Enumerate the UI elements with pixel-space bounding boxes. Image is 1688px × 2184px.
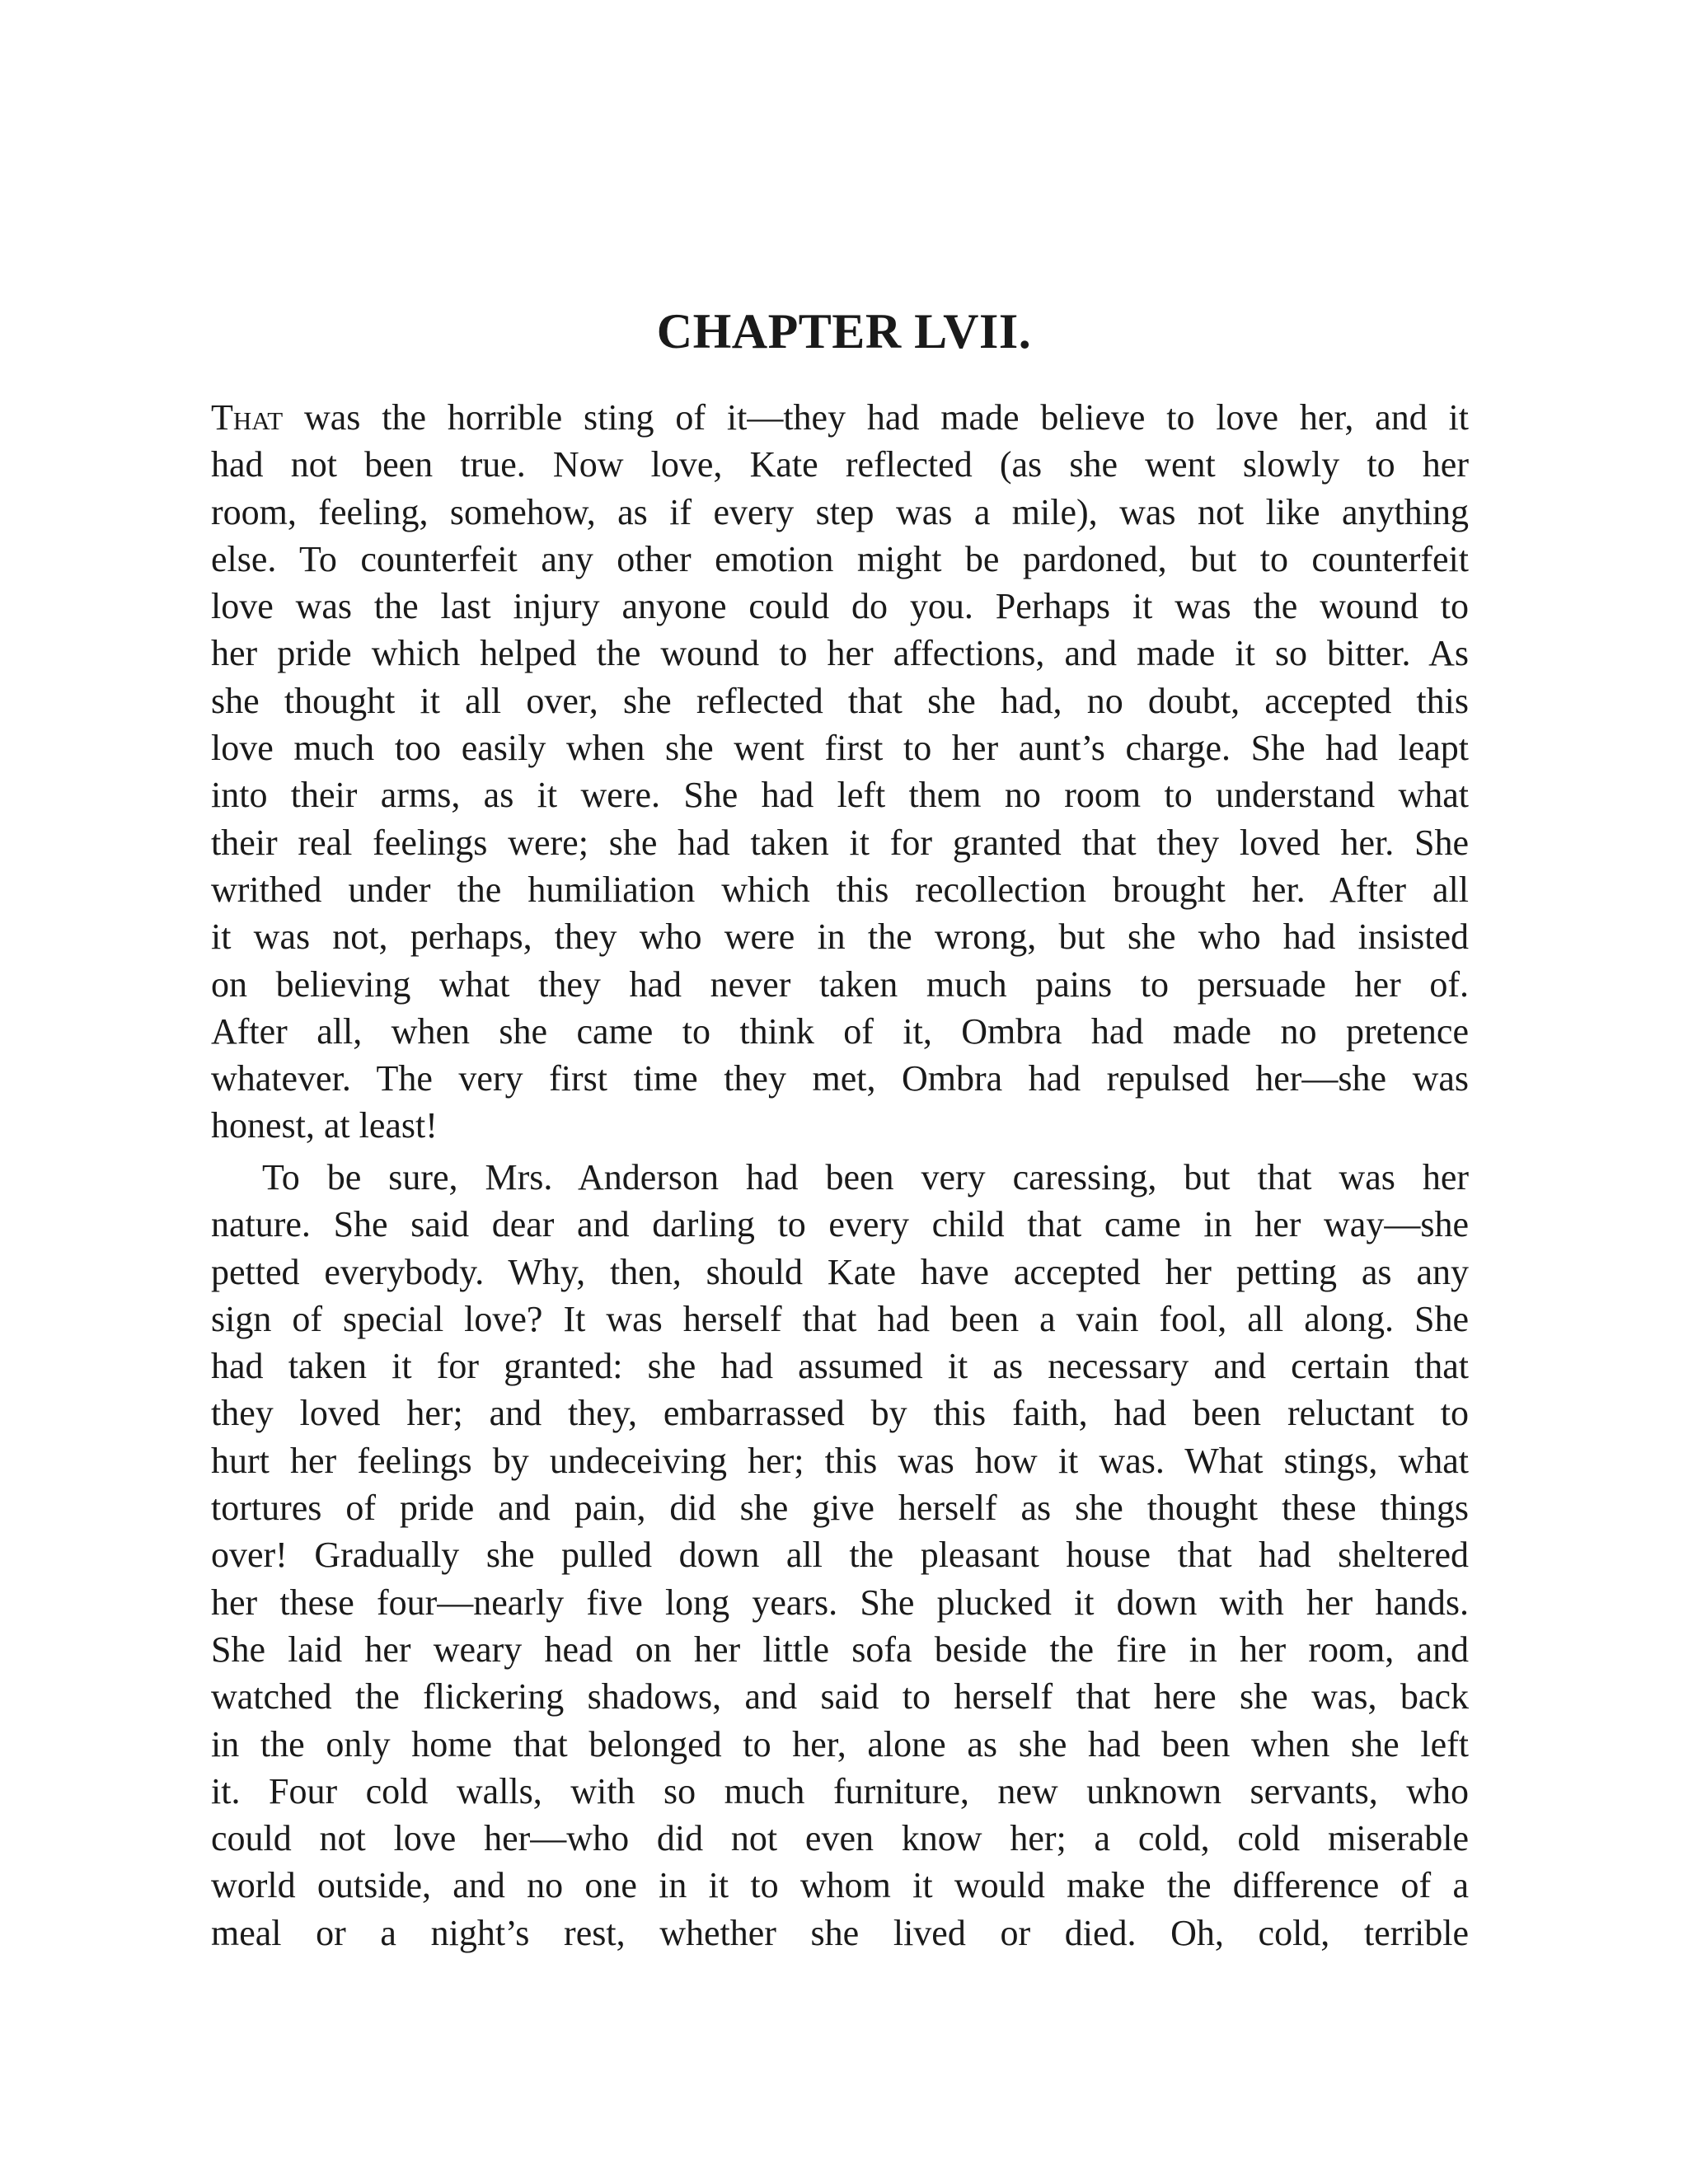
chapter-title: CHAPTER LVII. [656,304,1032,359]
paragraph-line: world outside, and no one in it to whom it would make the difference of a [211,1865,1469,1906]
paragraph-line: room, feeling, somehow, as if every step was a mile), was not like anything [211,491,1469,532]
paragraph-line: she thought it all over, she reflected that she had, no doubt, accepted this [211,680,1469,721]
paragraph-line: over! Gradually she pulled down all the pleasant house that had sheltered [211,1535,1469,1576]
paragraph-line: writhed under the humiliation which this recollection brought her. After all [211,869,1469,910]
paragraph-line: had taken it for granted: she had assumed it as necessary and certain that [211,1346,1469,1387]
paragraph-line: in the only home that belonged to her, alone as she had been when she left [211,1723,1469,1765]
paragraph-line: meal or a night’s rest, whether she lived or died. Oh, cold, terrible [211,1912,1469,1953]
paragraph-line: else. To counterfeit any other emotion might be pardoned, but to counterfeit [211,538,1469,579]
paragraph-line: sign of special love? It was herself that had been a vain fool, all along. She [211,1298,1469,1339]
paragraph-line: To be sure, Mrs. Anderson had been very caressing, but that was her [262,1157,1469,1197]
paragraph-line: She laid her weary head on her little sofa beside the fire in her room, and [211,1629,1469,1670]
paragraph-line: had not been true. Now love, Kate reflected (as she went slowly to her [211,444,1469,485]
paragraph-line: That was the horrible sting of it—they had made believe to love her, and it [211,397,1469,438]
paragraph-1 [211,394,1469,1150]
paragraph-line: into their arms, as it were. She had left them no room to understand what [211,775,1469,816]
paragraph-line: love much too easily when she went first to her aunt’s charge. She had leapt [211,728,1469,769]
paragraph-line: whatever. The very first time they met, Ombra had repulsed her—she was [211,1058,1469,1099]
paragraph-line: it was not, perhaps, they who were in the wrong, but she who had insisted [211,916,1469,958]
paragraph-line: nature. She said dear and darling to every child that came in her way—she [211,1204,1469,1245]
paragraph-line: honest, at least! [211,1105,438,1146]
paragraph-line: on believing what they had never taken much pains to persuade her of. [211,963,1469,1005]
paragraph-line: her pride which helped the wound to her affections, and made it so bitter. As [211,633,1469,674]
paragraph-line: they loved her; and they, embarrassed by this faith, had been reluctant to [211,1393,1469,1434]
paragraph-line: her these four—nearly five long years. She plucked it down with her hands. [211,1582,1469,1623]
paragraph-line: love was the last injury anyone could do you. Perhaps it was the wound to [211,586,1469,627]
paragraph-line: watched the flickering shadows, and said to herself that here she was, back [211,1676,1469,1718]
small-caps-lead: That [211,397,284,438]
paragraph-line: could not love her—who did not even know her; a cold, cold miserable [211,1818,1469,1859]
paragraph-line: it. Four cold walls, with so much furniture, new unknown servants, who [211,1770,1469,1811]
paragraph-line: their real feelings were; she had taken it for granted that they loved her. She [211,822,1469,863]
paragraph-line: tortures of pride and pain, did she give herself as she thought these things [211,1488,1469,1529]
paragraph-line: petted everybody. Why, then, should Kate have accepted her petting as any [211,1251,1469,1292]
paragraph-2 [211,1154,1469,1957]
paragraph-line: hurt her feelings by undeceiving her; this was how it was. What stings, what [211,1440,1469,1481]
paragraph-line: After all, when she came to think of it, Ombra had made no pretence [211,1010,1469,1052]
